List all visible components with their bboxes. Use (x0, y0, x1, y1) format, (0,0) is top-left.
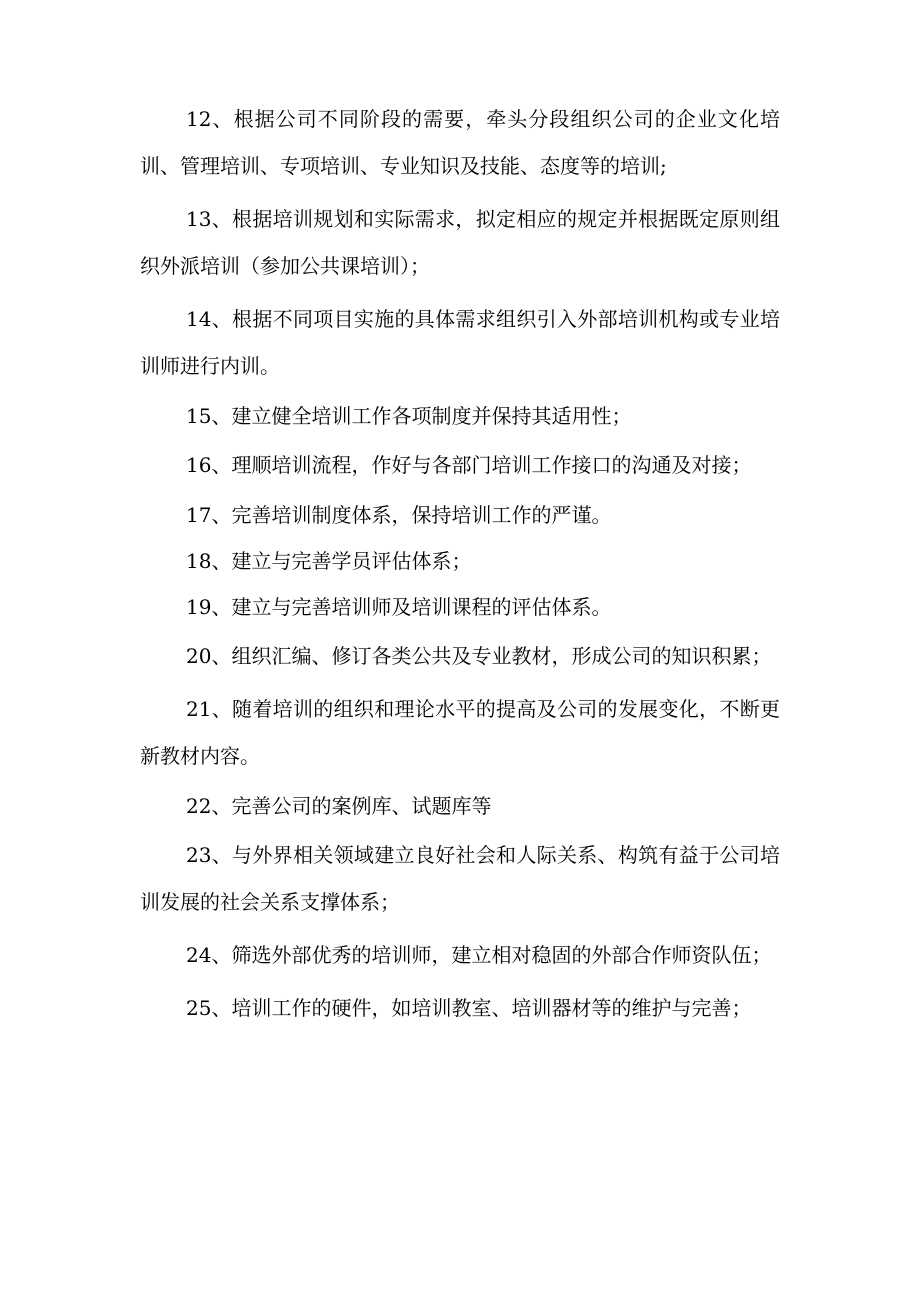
list-item: 22、完善公司的案例库、试题库等 (186, 794, 492, 818)
list-item: 18、建立与完善学员评估体系； (186, 549, 472, 573)
list-item: 12、根据公司不同阶段的需要，牵头分段组织公司的企业文化培训、管理培训、专项培训、专业知识及技能、态度等的培训; (140, 107, 780, 178)
list-item: 25、培训工作的硬件，如培训教室、培训器材等的维护与完善； (186, 996, 752, 1020)
list-item: 14、根据不同项目实施的具体需求组织引入外部培训机构或专业培训师进行内训。 (140, 307, 780, 378)
list-item: 17、完善培训制度体系，保持培训工作的严谨。 (186, 503, 612, 527)
list-item: 21、随着培训的组织和理论水平的提高及公司的发展变化，不断更新教材内容。 (140, 697, 780, 768)
document-body (140, 96, 780, 1038)
list-item: 23、与外界相关领域建立良好社会和人际关系、构筑有益于公司培训发展的社会关系支撑体系； (140, 843, 780, 914)
list-item: 20、组织汇编、修订各类公共及专业教材，形成公司的知识积累； (186, 644, 772, 668)
list-item: 13、根据培训规划和实际需求，拟定相应的规定并根据既定原则组织外派培训（参加公共课培训）； (140, 207, 780, 278)
list-item: 15、建立健全培训工作各项制度并保持其适用性； (186, 404, 632, 428)
list-item: 16、理顺培训流程，作好与各部门培训工作接口的沟通及对接； (186, 453, 752, 477)
list-item: 19、建立与完善培训师及培训课程的评估体系。 (186, 595, 612, 619)
list-item: 24、筛选外部优秀的培训师，建立相对稳固的外部合作师资队伍； (186, 943, 772, 967)
